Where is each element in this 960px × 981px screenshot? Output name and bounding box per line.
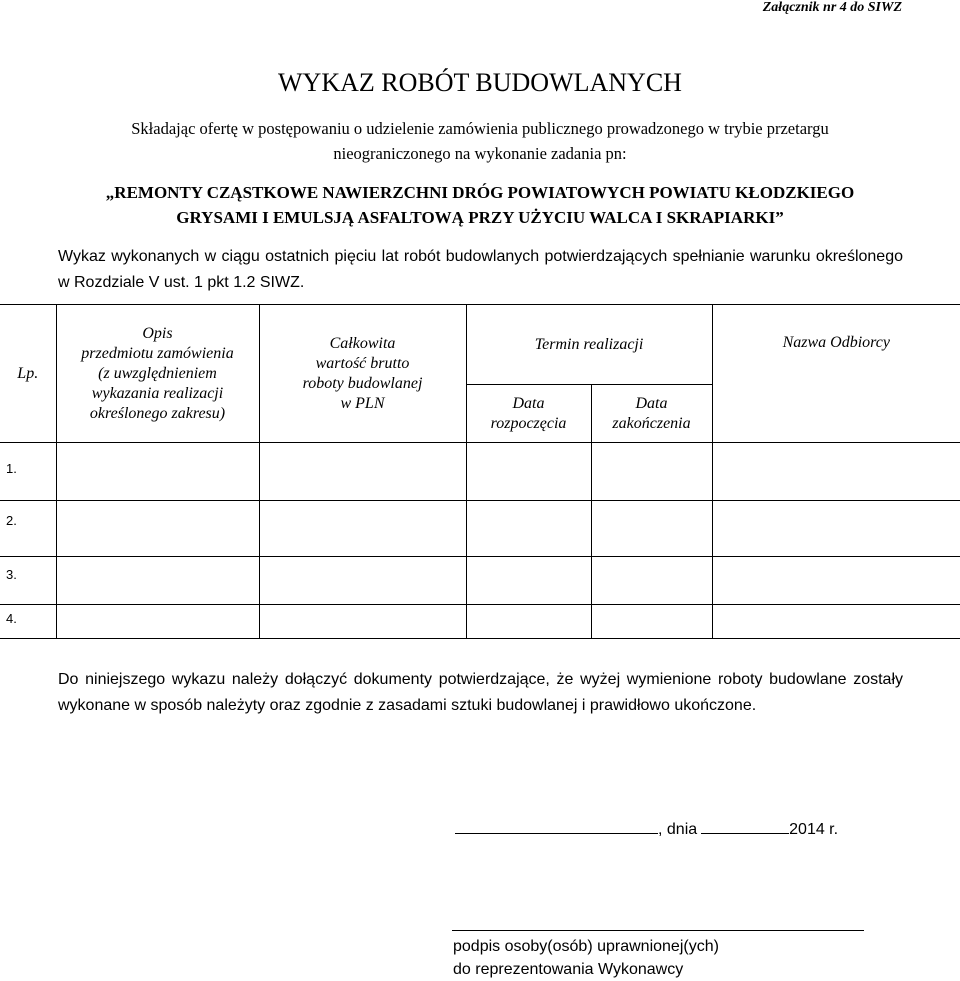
header-client: Nazwa Odbiorcy: [712, 305, 960, 443]
document-title: WYKAZ ROBÓT BUDOWLANYCH: [278, 68, 682, 97]
table-row: [0, 605, 960, 639]
row-start-cell[interactable]: [466, 501, 591, 557]
row-value-cell[interactable]: [259, 501, 466, 557]
place-date-line: [455, 818, 838, 839]
header-end-date: Data zakończenia: [591, 385, 712, 443]
header-term: Termin realizacji: [466, 305, 712, 385]
row-number: 3.: [0, 557, 56, 605]
task-line-1: „REMONTY CZĄSTKOWE NAWIERZCHNI DRÓG POWIATOWYCH POWIATU KŁODZKIEGO: [105, 183, 855, 202]
row-end-cell[interactable]: [591, 501, 712, 557]
table-row: [0, 501, 960, 557]
intro-line-2: nieograniczonego na wykonanie zadania pn:: [333, 144, 627, 163]
task-line-2: GRYSAMI I EMULSJĄ ASFALTOWĄ PRZY UŻYCIU WALCA I SKRAPIARKI”: [176, 208, 784, 227]
signature-line[interactable]: [452, 930, 864, 931]
row-description-cell[interactable]: [56, 443, 259, 501]
row-number: 4.: [0, 605, 56, 639]
row-value-cell[interactable]: [259, 605, 466, 639]
signature-caption: [453, 935, 719, 981]
row-end-cell[interactable]: [591, 605, 712, 639]
signature-caption-line-1: podpis osoby(osób) uprawnionej(ych): [453, 938, 719, 955]
year-label: 2014 r.: [789, 821, 839, 838]
annex-label: Załącznik nr 4 do SIWZ: [762, 0, 902, 15]
table-row: [0, 443, 960, 501]
date-blank[interactable]: [701, 818, 789, 834]
row-end-cell[interactable]: [591, 557, 712, 605]
header-lp: Lp.: [0, 305, 56, 443]
header-description: Opis przedmiotu zamówienia (z uwzględnieniem wykazania realizacji określonego zakresu): [56, 305, 259, 443]
row-description-cell[interactable]: [56, 605, 259, 639]
row-client-cell[interactable]: [712, 501, 960, 557]
table-row: [0, 557, 960, 605]
row-start-cell[interactable]: [466, 605, 591, 639]
row-value-cell[interactable]: [259, 557, 466, 605]
row-description-cell[interactable]: [56, 557, 259, 605]
row-client-cell[interactable]: [712, 443, 960, 501]
row-end-cell[interactable]: [591, 443, 712, 501]
signature-caption-line-2: do reprezentowania Wykonawcy: [453, 961, 684, 978]
intro-line-1: Składając ofertę w postępowaniu o udzielenie zamówienia publicznego prowadzonego w trybie przetargu: [131, 119, 829, 138]
row-number: 2.: [0, 501, 56, 557]
intro-text: [40, 116, 920, 166]
header-start-date: Data rozpoczęcia: [466, 385, 591, 443]
row-client-cell[interactable]: [712, 605, 960, 639]
task-name: [40, 180, 920, 230]
row-client-cell[interactable]: [712, 557, 960, 605]
place-blank[interactable]: [455, 818, 658, 834]
statement-text: Wykaz wykonanych w ciągu ostatnich pięciu lat robót budowlanych potwierdzających spełnianie warunku określonego w Rozdziale V ust. 1 pkt 1.2 SIWZ.: [58, 248, 903, 291]
row-value-cell[interactable]: [259, 443, 466, 501]
closing-note: Do niniejszego wykazu należy dołączyć dokumenty potwierdzające, że wyżej wymienione roboty budowlane zostały wykonane w sposób należyty oraz zgodnie z zasadami sztuki budowlanej i prawidłowo ukończone.: [58, 671, 903, 714]
date-separator: , dnia: [658, 821, 698, 838]
row-number: 1.: [0, 443, 56, 501]
row-description-cell[interactable]: [56, 501, 259, 557]
row-start-cell[interactable]: [466, 443, 591, 501]
header-total-value: Całkowita wartość brutto roboty budowlanej w PLN: [259, 305, 466, 443]
works-table: [0, 304, 960, 639]
row-start-cell[interactable]: [466, 557, 591, 605]
